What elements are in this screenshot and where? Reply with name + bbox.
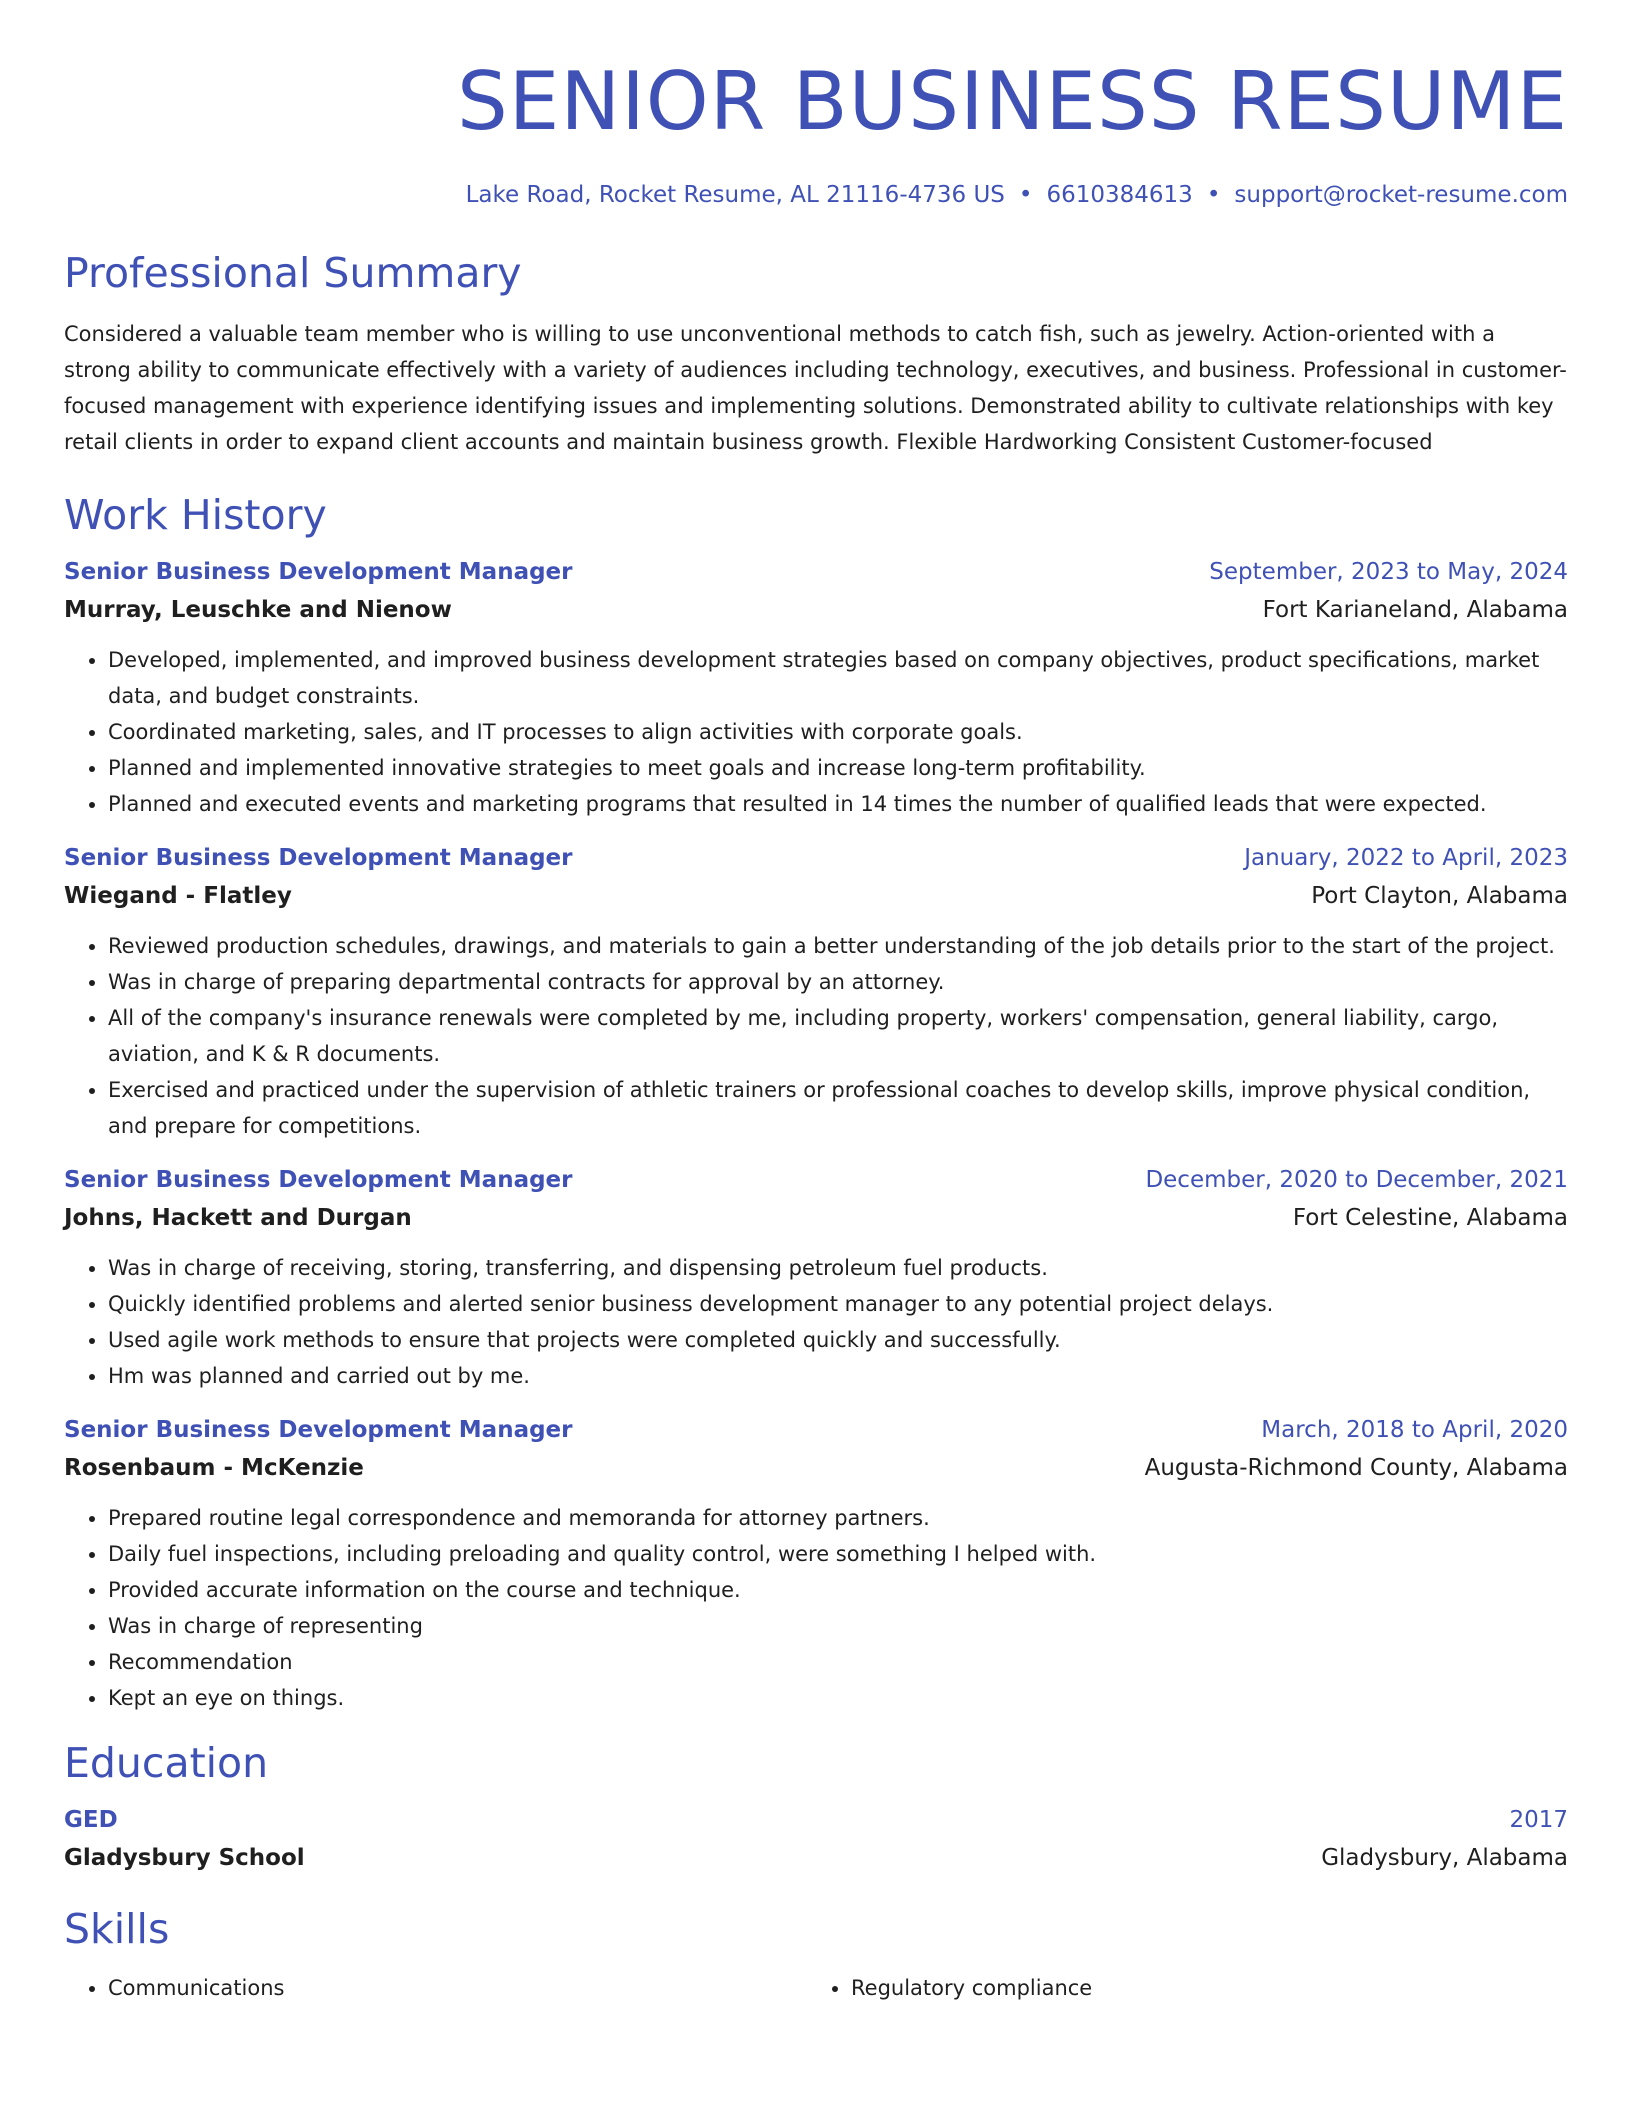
job-company: Murray, Leuschke and Nienow (64, 597, 452, 623)
job-location: Augusta-Richmond County, Alabama (1144, 1455, 1568, 1481)
job-bullets (64, 928, 1568, 1144)
list-item: • Developed, implemented, and improved business development strategies based on company objectives, product specifications, market data, and budget constraints. (108, 642, 1568, 714)
list-item: • Planned and executed events and marketing programs that resulted in 14 times the number of qualified leads that were expected. (108, 786, 1568, 822)
job-entry (64, 1412, 1568, 1716)
skills-column-right (807, 1970, 1550, 2006)
job-bullets (64, 1500, 1568, 1716)
skills-section (64, 1904, 1568, 2006)
resume-header (64, 54, 1568, 210)
list-item: • Reviewed production schedules, drawings, and materials to gain a better understanding of the job details prior to the start of the project. (108, 928, 1568, 964)
list-item: • Was in charge of preparing departmental contracts for approval by an attorney. (108, 964, 1568, 1000)
list-item: • Daily fuel inspections, including preloading and quality control, were something I helped with. (108, 1536, 1568, 1572)
job-bullets (64, 642, 1568, 822)
education-title: Education (64, 1739, 269, 1787)
list-item: • Quickly identified problems and alerted senior business development manager to any potential project delays. (108, 1286, 1568, 1322)
list-item: • Was in charge of receiving, storing, transferring, and dispensing petroleum fuel products. (108, 1250, 1568, 1286)
resume-name: SENIOR BUSINESS RESUME (457, 55, 1568, 148)
job-entry (64, 1162, 1568, 1394)
education-section (64, 1738, 1568, 1878)
list-item: • Was in charge of representing (108, 1608, 1568, 1644)
contact-email: support@rocket-resume.com (1234, 182, 1568, 208)
education-location: Gladysbury, Alabama (1321, 1845, 1568, 1871)
job-company: Wiegand - Flatley (64, 883, 292, 909)
contact-phone: 6610384613 (1046, 182, 1193, 208)
contact-separator: • (1018, 182, 1033, 208)
list-item: • Planned and implemented innovative strategies to meet goals and increase long-term profitability. (108, 750, 1568, 786)
skills-title: Skills (64, 1905, 170, 1953)
job-dates: September, 2023 to May, 2024 (1209, 559, 1568, 585)
job-dates: March, 2018 to April, 2020 (1261, 1417, 1568, 1443)
list-item: • Exercised and practiced under the supervision of athletic trainers or professional coaches to develop skills, improve physical condition, and prepare for competitions. (108, 1072, 1568, 1144)
education-school: Gladysbury School (64, 1845, 305, 1871)
summary-text: Considered a valuable team member who is willing to use unconventional methods to catch fish, such as jewelry. Action-oriented with a strong ability to communicate effectively with a variety of audiences including technology, executives, and business. Professional in customer-focused management with experience identifying issues and implementing solutions. Demonstrated ability to cultivate relationships with key retail clients in order to expand client accounts and maintain business growth. Flexible Hardworking Consistent Customer-focused (64, 322, 1567, 454)
list-item: • Prepared routine legal correspondence and memoranda for attorney partners. (108, 1500, 1568, 1536)
skills-grid (64, 1970, 1568, 2006)
job-dates: December, 2020 to December, 2021 (1145, 1167, 1568, 1193)
job-title: Senior Business Development Manager (64, 845, 573, 871)
contact-address: Lake Road, Rocket Resume, AL 21116-4736 US (465, 182, 1005, 208)
job-location: Port Clayton, Alabama (1311, 883, 1568, 909)
work-history-section (64, 490, 1568, 1716)
skill-item: • Regulatory compliance (851, 1970, 1550, 2006)
job-title: Senior Business Development Manager (64, 559, 573, 585)
list-item: • Used agile work methods to ensure that projects were completed quickly and successfully. (108, 1322, 1568, 1358)
job-dates: January, 2022 to April, 2023 (1244, 845, 1568, 871)
list-item: • Recommendation (108, 1644, 1568, 1680)
job-company: Rosenbaum - McKenzie (64, 1455, 364, 1481)
list-item: • Provided accurate information on the course and technique. (108, 1572, 1568, 1608)
list-item: • Kept an eye on things. (108, 1680, 1568, 1716)
job-bullets (64, 1250, 1568, 1394)
list-item: • Coordinated marketing, sales, and IT processes to align activities with corporate goals. (108, 714, 1568, 750)
summary-title: Professional Summary (64, 249, 522, 297)
list-item: • Hm was planned and carried out by me. (108, 1358, 1568, 1394)
job-entry (64, 840, 1568, 1144)
education-degree: GED (64, 1807, 118, 1833)
list-item: • All of the company's insurance renewals were completed by me, including property, workers' compensation, general liability, cargo, aviation, and K & R documents. (108, 1000, 1568, 1072)
work-history-title: Work History (64, 491, 327, 539)
contact-line (64, 180, 1568, 210)
education-year: 2017 (1509, 1807, 1568, 1833)
summary-section (64, 248, 1568, 460)
job-entry (64, 554, 1568, 822)
job-company: Johns, Hackett and Durgan (64, 1205, 412, 1231)
contact-separator: • (1206, 182, 1221, 208)
job-location: Fort Karianeland, Alabama (1262, 597, 1568, 623)
job-title: Senior Business Development Manager (64, 1167, 573, 1193)
skill-item: • Communications (108, 1970, 807, 2006)
job-location: Fort Celestine, Alabama (1292, 1205, 1568, 1231)
job-title: Senior Business Development Manager (64, 1417, 573, 1443)
education-entry (64, 1802, 1568, 1878)
skills-column-left (64, 1970, 807, 2006)
